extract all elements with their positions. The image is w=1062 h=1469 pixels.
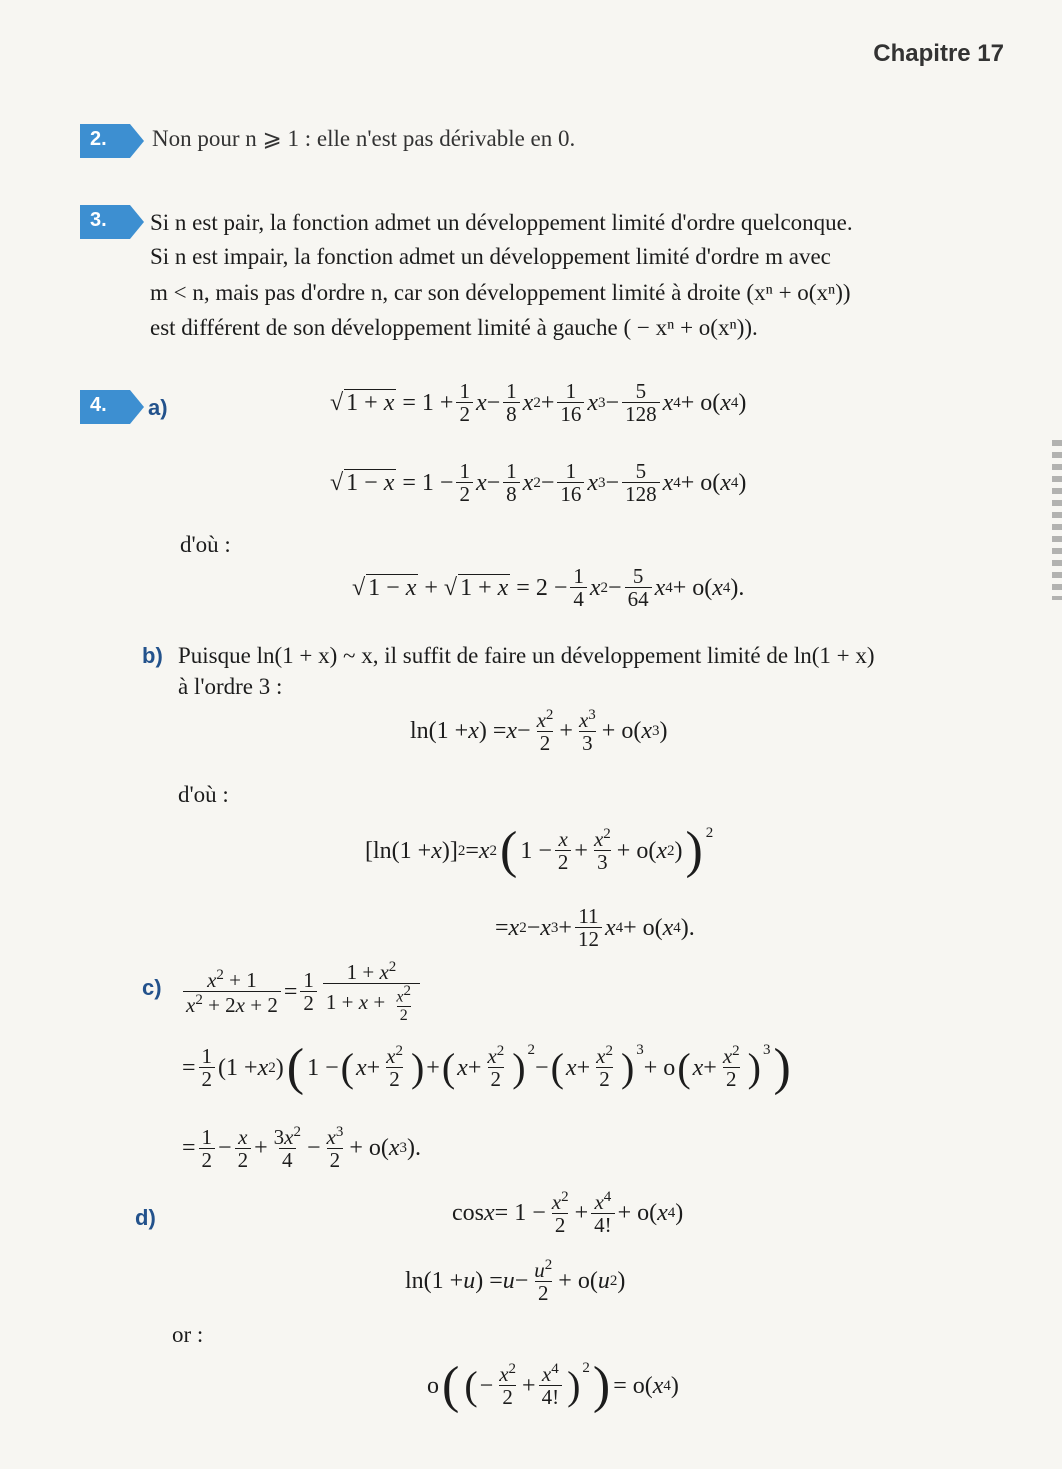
text-b-line-1: Puisque ln(1 + x) ~ x, il suffit de faire un développement limité de ln(1 + x) (178, 643, 875, 668)
text-dou-a: d'où : (180, 532, 231, 557)
equation-ln-dl: ln(1 + x ) = x − $\frac{x^2}{2}$ + $\frac{x^3}{3}$ + o( x 3 ) (410, 707, 668, 756)
equation-cos-dl: cos x = 1 − $\frac{x^2}{2}$ + $\frac{x^4}{4!}$ + o( x 4 ) (452, 1189, 684, 1238)
part-label-d: d) (135, 1205, 156, 1230)
equation-rational-result: = $\frac{1}{2}$ − $\frac{x}{2}$ + $\frac{3x^2}{4}$ − $\frac{x^3}{2}$ + o( x 3 ). (182, 1124, 422, 1173)
equation-rational-expansion: = $\frac{1}{2}$ (1 + x 2 ) ( 1 − ( x + $\frac{x^2}{2}$ ) + ( x + $\frac{x^2}{2}$ ) $^2$ − ( x + $\frac{x^2}{2}$ ) $^3$ + o ( x + $\frac{x^2}{2}$ ) $^3$ ) (182, 1039, 791, 1096)
equation-sqrt-1-minus-x: √ 1 − x = 1 − $\frac{1}{2}$ x − $\frac{1}{8}$ x 2 − $\frac{1}{16}$ x 3 − $\frac{5}{128}$ x 4 + o( x 4 ) (330, 459, 747, 507)
equation-rational: $\frac{x^2 + 1}{x^2 + 2x + 2}$ = $\frac{1}{2}$ $1 + x^2$ 1 + x + $\frac{x^2}{2}$ (180, 960, 423, 1025)
part-label-b: b) (142, 643, 163, 668)
text-dou-b: d'où : (178, 782, 229, 807)
text-b-line-2: à l'ordre 3 : (178, 674, 283, 699)
part-label-c: c) (142, 975, 162, 1000)
chapter-header: Chapitre 17 (873, 40, 1004, 67)
item-badge-2: 2. (80, 124, 144, 158)
item-3-line-1: Si n est pair, la fonction admet un développement limité d'ordre quelconque. (150, 210, 853, 235)
equation-ln-u-dl: ln(1 + u ) = u − $\frac{u^2}{2}$ + o( u 2 ) (405, 1257, 626, 1306)
equation-sqrt-1-plus-x: √ 1 + x = 1 + $\frac{1}{2}$ x − $\frac{1}{8}$ x 2 + $\frac{1}{16}$ x 3 − $\frac{5}{128}$ x 4 + o( x 4 ) (330, 379, 747, 427)
item-badge-3: 3. (80, 205, 144, 239)
item-3-line-4: est différent de son développement limité à gauche ( − xⁿ + o(xⁿ)). (150, 315, 758, 340)
item-badge-4: 4. (80, 390, 144, 424)
page-edge (1052, 440, 1062, 600)
text-or: or : (172, 1322, 204, 1347)
equation-ln-squared-result: = x 2 − x 3 + $\frac{11}{12}$ x 4 + o( x 4 ). (495, 904, 695, 952)
equation-ln-squared: [ln(1 + x )] 2 = x 2 ( 1 − $\frac{x}{2}$ + $\frac{x^2}{3}$ + o( x 2 ) ) $^2$ (365, 822, 714, 879)
item-3-line-2: Si n est impair, la fonction admet un développement limité d'ordre m avec (150, 244, 831, 269)
item-2-text: Non pour n ⩾ 1 : elle n'est pas dérivable en 0. (152, 126, 576, 151)
equation-little-o: o ( ( − $\frac{x^2}{2}$ + $\frac{x^4}{4!}$ ) $^2$ ) = o( x 4 ) (427, 1357, 679, 1414)
item-3-line-3: m < n, mais pas d'ordre n, car son développement limité à droite (xⁿ + o(xⁿ)) (150, 280, 851, 305)
part-label-a: a) (148, 395, 168, 420)
equation-sum-sqrt: √ 1 − x + √ 1 + x = 2 − $\frac{1}{4}$ x 2 − $\frac{5}{64}$ x 4 + o( x 4 ). (352, 564, 745, 612)
